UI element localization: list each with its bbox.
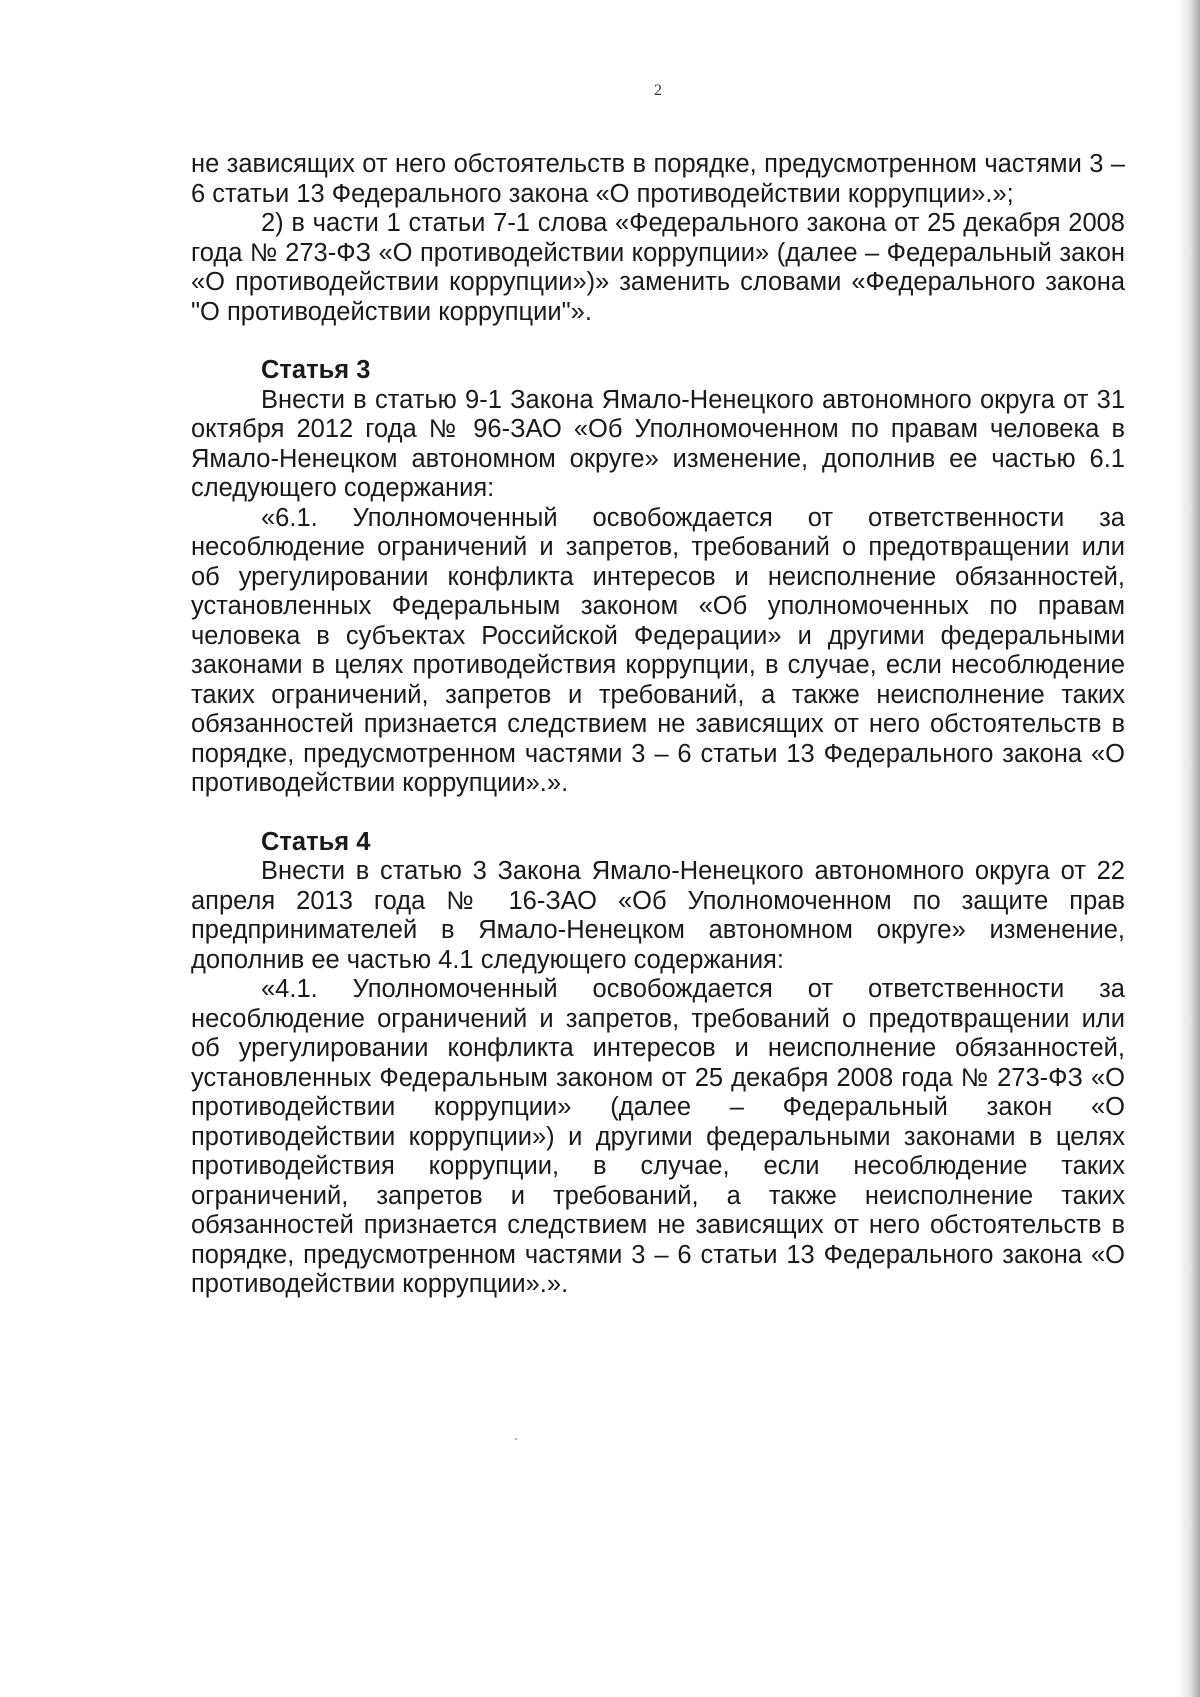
scan-speck bbox=[515, 1438, 517, 1440]
paragraph-item-2: 2) в части 1 статьи 7-1 слова «Федерального закона от 25 декабря 2008 года № 273-ФЗ «О противодействии коррупции» (далее – Федеральный закон «О противодействии коррупции»)» заменить словами «Федерального закона "О противодействии коррупции"». bbox=[191, 209, 1125, 326]
section-gap bbox=[191, 799, 1125, 828]
page-number: 2 bbox=[654, 82, 662, 99]
section-gap bbox=[191, 327, 1125, 356]
document-body bbox=[191, 150, 1125, 1300]
article-4-intro: Внести в статью 3 Закона Ямало-Ненецкого автономного округа от 22 апреля 2013 года № 16-ЗАО «Об Уполномоченном по защите прав предпринимателей в Ямало-Ненецком автономном округе» изменение, дополнив ее частью 4.1 следующего содержания: bbox=[191, 857, 1125, 974]
article-4-heading: Статья 4 bbox=[261, 827, 371, 856]
paragraph-continuation: не зависящих от него обстоятельств в порядке, предусмотренном частями 3 – 6 статьи 13 Федерального закона «О противодействии коррупции».»; bbox=[191, 150, 1125, 208]
article-4-clause-4-1: «4.1. Уполномоченный освобождается от ответственности за несоблюдение ограничений и запретов, требований о предотвращении или об урегулировании конфликта интересов и неисполнение обязанностей, установленных Федеральным законом от 25 декабря 2008 года № 273-ФЗ «О противодействии коррупции» (далее – Федеральный закон «О противодействии коррупции») и другими федеральными законами в целях противодействия коррупции, в случае, если несоблюдение таких ограничений, запретов и требований, а также неисполнение таких обязанностей признается следствием не зависящих от него обстоятельств в порядке, предусмотренном частями 3 – 6 статьи 13 Федерального закона «О противодействии коррупции».». bbox=[191, 975, 1125, 1298]
article-3-heading: Статья 3 bbox=[261, 356, 371, 384]
article-3-intro: Внести в статью 9-1 Закона Ямало-Ненецкого автономного округа от 31 октября 2012 года № 96-ЗАО «Об Уполномоченном по правам человека в Ямало-Ненецком автономном округе» изменение, дополнив ее частью 6.1 следующего содержания: bbox=[191, 385, 1125, 502]
page-edge-shadow bbox=[1178, 0, 1200, 1697]
article-3-clause-6-1: «6.1. Уполномоченный освобождается от ответственности за несоблюдение ограничений и запретов, требований о предотвращении или об урегулировании конфликта интересов и неисполнение обязанностей, установленных Федеральным законом «Об уполномоченных по правам человека в субъектах Российской Федерации» и другими федеральными законами в целях противодействия коррупции, в случае, если несоблюдение таких ограничений, запретов и требований, а также неисполнение таких обязанностей признается следствием не зависящих от него обстоятельств в порядке, предусмотренном частями 3 – 6 статьи 13 Федерального закона «О противодействии коррупции».». bbox=[191, 503, 1125, 797]
